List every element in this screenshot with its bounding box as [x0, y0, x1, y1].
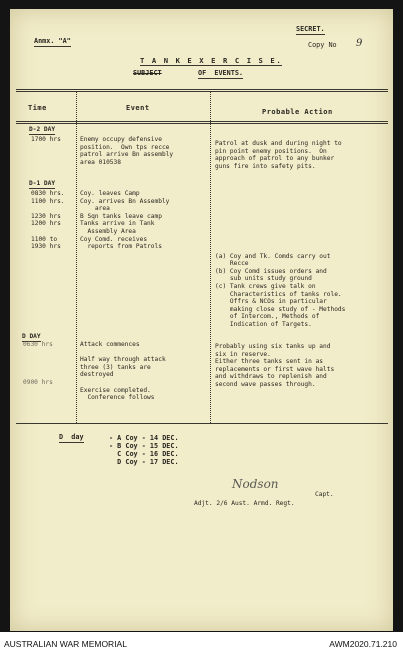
document-page	[10, 9, 393, 631]
section-day-label: D-1 DAY	[29, 180, 56, 187]
row-action: Patrol at dusk and during night to pin point enemy positions. On approach of patrol to any bunker guns fire into safety pits.	[215, 140, 342, 170]
d-day-label: D day	[59, 433, 84, 441]
row-event: Attack commences Half way through attack three (3) tanks are destroyed Exercise completed. Conference follows	[80, 341, 166, 402]
table-header-rule-2	[16, 123, 388, 124]
row-time: 1700 hrs	[31, 136, 61, 143]
document-title: T A N K E X E R C I S E.	[140, 56, 283, 65]
row-action: (a) Coy and Tk. Comds carry out Recce (b) Coy Comd issues orders and sub units study ground (c) Tank crews give talk on Characteristics of tanks role. Offrs & NCOs in particular making close study of - Methods of Intercom., Methods of Indication of Targets.	[215, 252, 346, 328]
table-top-rule-2	[16, 91, 388, 92]
d-day-entry: D Coy - 17 DEC.	[109, 458, 179, 466]
copy-number: 9	[356, 38, 363, 49]
d-day-entry: C Coy - 16 DEC.	[109, 450, 179, 458]
d-day-entry: - B Coy - 15 DEC.	[109, 442, 179, 450]
column-header-action: Probable Action	[262, 108, 333, 116]
column-divider-time	[76, 91, 77, 423]
table-bottom-rule	[16, 423, 388, 424]
signature-handwriting: Nodson	[232, 477, 279, 491]
row-time: 0630 hrs 0900 hrs	[23, 341, 53, 386]
section-day-label: D DAY	[22, 333, 41, 340]
annex-label: Anmx. "A"	[34, 37, 71, 45]
signature-appointment: Adjt. 2/6 Aust. Armd. Regt.	[194, 500, 295, 507]
column-divider-event	[210, 91, 211, 423]
d-day-entry: - A Coy - 14 DEC.	[109, 434, 179, 442]
row-event: Enemy occupy defensive position. Own tps recce patrol arrive Bn assembly area 010538	[80, 136, 174, 166]
document-subtitle: OF EVENTS.	[198, 69, 244, 77]
subtitle-struck-word: SUBJECT	[133, 69, 162, 77]
table-top-rule	[16, 89, 388, 90]
column-header-event: Event	[126, 104, 150, 112]
archive-footer	[0, 632, 403, 653]
archive-name: AUSTRALIAN WAR MEMORIAL	[4, 639, 127, 649]
column-header-time: Time	[28, 104, 47, 112]
copy-label: Copy No	[308, 41, 337, 49]
section-day-label: D-2 DAY	[29, 126, 56, 133]
row-action: Probably using six tanks up and six in reserve. Either three tanks sent in as replacements or first wave halts and withdraws to replenish and second wave passes through.	[215, 343, 335, 388]
table-header-rule	[16, 121, 388, 122]
archive-reference: AWM2020.71.210	[329, 639, 397, 649]
row-event: Coy. leaves Camp Coy. arrives Bn Assembly area B Sqn tanks leave camp Tanks arrive in Tank Assembly Area Coy Comd. receives reports from Patrols	[80, 190, 170, 251]
row-time: 0830 hrs. 1100 hrs. 1230 hrs 1200 hrs 1100 to 1930 hrs	[31, 190, 65, 251]
secret-label: SECRET.	[296, 25, 325, 33]
signature-rank: Capt.	[315, 491, 334, 498]
